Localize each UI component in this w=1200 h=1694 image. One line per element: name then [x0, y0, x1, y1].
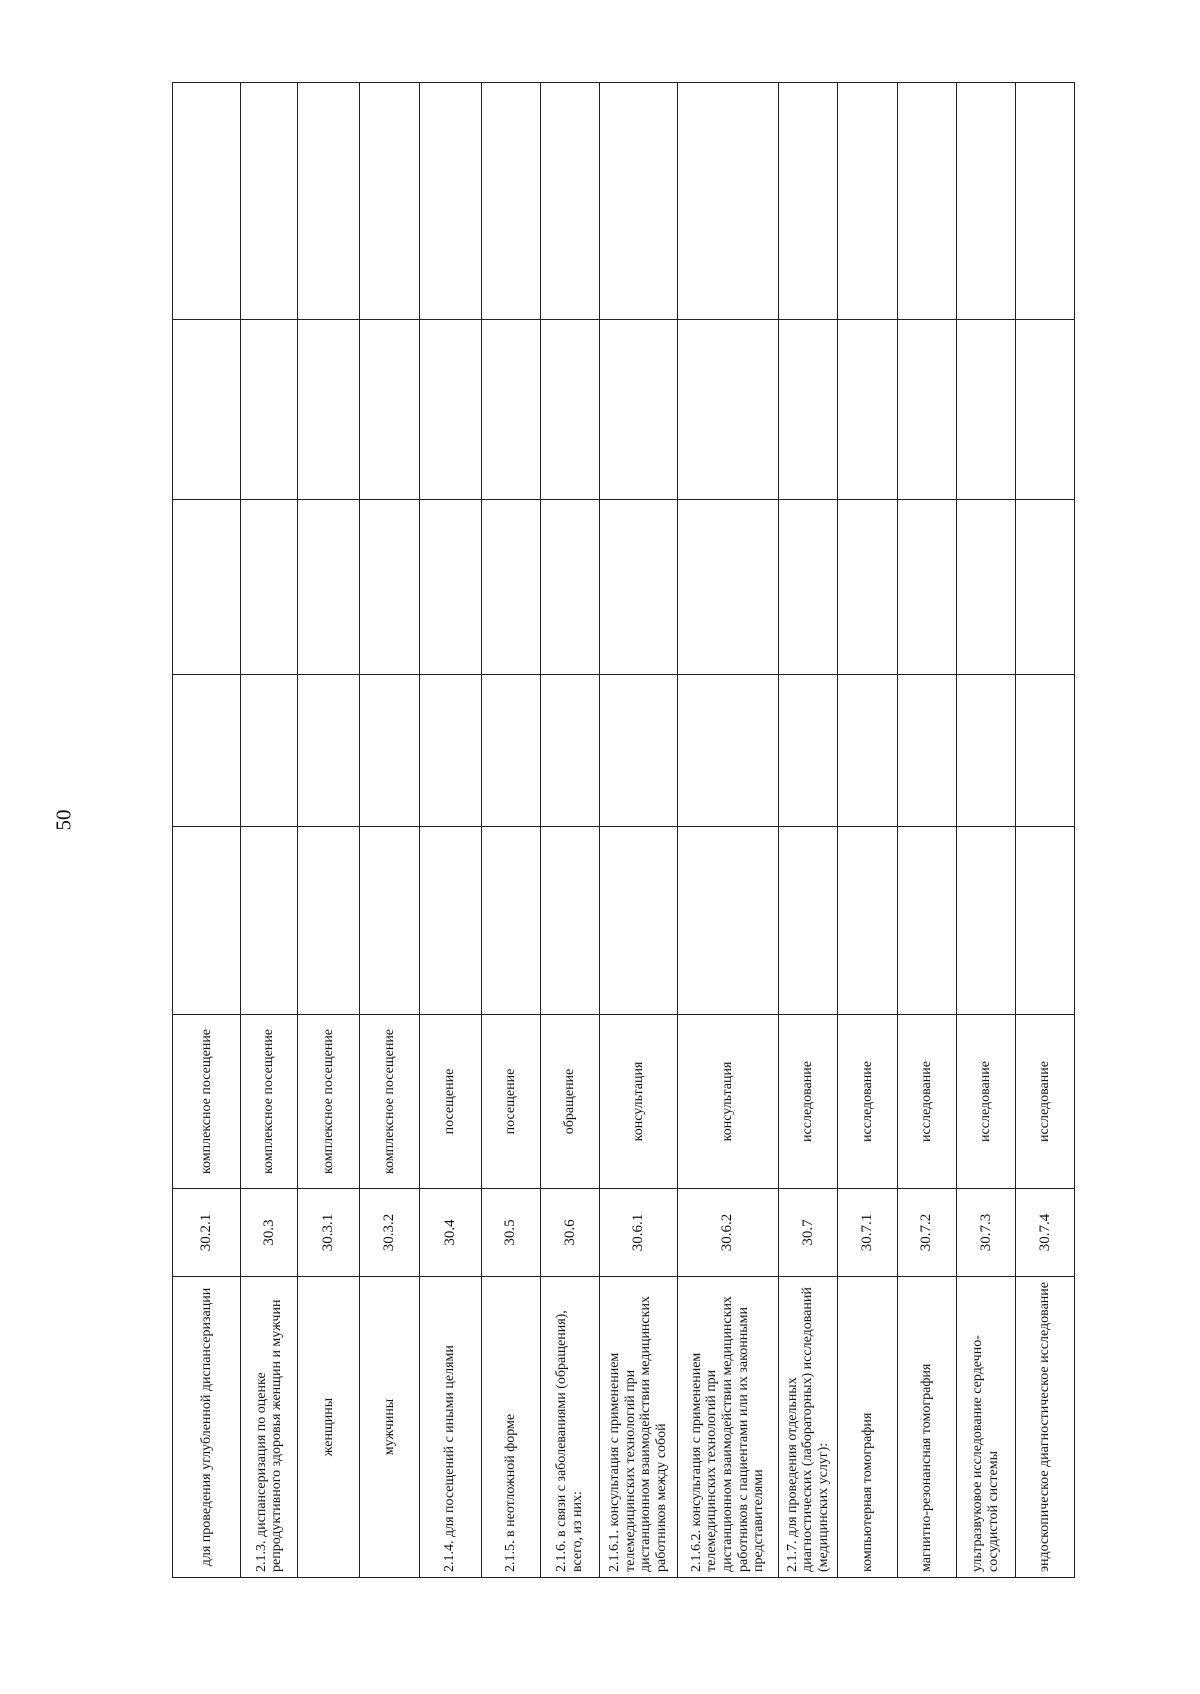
empty-value-cell [599, 83, 677, 320]
empty-value-cell [240, 83, 298, 320]
empty-value-cell [956, 83, 1016, 320]
unit-of-measure: исследование [897, 1015, 956, 1189]
row-number: 30.3.1 [298, 1189, 360, 1277]
row-number: 30.7.2 [897, 1189, 956, 1277]
empty-value-cell [838, 675, 898, 827]
row-indicator-name: женщины [298, 1277, 360, 1578]
unit-of-measure: консультация [599, 1015, 677, 1189]
empty-value-cell [1016, 827, 1075, 1015]
row-indicator-name: 2.1.3. диспансеризация по оценке репродуктивного здоровья женщин и мужчин [240, 1277, 298, 1578]
row-number: 30.6.2 [677, 1189, 778, 1277]
empty-value-cell [419, 675, 481, 827]
unit-of-measure: комплексное посещение [240, 1015, 298, 1189]
unit-of-measure: исследование [956, 1015, 1016, 1189]
row-indicator-name: 2.1.5. в неотложной форме [481, 1277, 541, 1578]
page-number: 50 [51, 809, 76, 831]
empty-value-cell [541, 83, 600, 320]
rotated-table-container [172, 83, 1075, 1578]
empty-value-cell [599, 675, 677, 827]
empty-value-cell [481, 320, 541, 500]
empty-value-cell [541, 320, 600, 500]
table-row [897, 83, 956, 1578]
empty-value-cell [778, 827, 838, 1015]
empty-value-cell [541, 500, 600, 675]
unit-of-measure: исследование [1016, 1015, 1075, 1189]
empty-value-cell [419, 320, 481, 500]
empty-value-cell [956, 320, 1016, 500]
row-indicator-name: ультразвуковое исследование сердечно-сосудистой системы [956, 1277, 1016, 1578]
empty-value-cell [240, 827, 298, 1015]
unit-of-measure: комплексное посещение [298, 1015, 360, 1189]
empty-value-cell [173, 827, 241, 1015]
empty-value-cell [541, 675, 600, 827]
empty-value-cell [599, 827, 677, 1015]
empty-value-cell [778, 83, 838, 320]
empty-value-cell [1016, 83, 1075, 320]
row-indicator-name: магнитно-резонансная томография [897, 1277, 956, 1578]
row-indicator-name: 2.1.4. для посещений с иными целями [419, 1277, 481, 1578]
row-number: 30.2.1 [173, 1189, 241, 1277]
empty-value-cell [677, 827, 778, 1015]
unit-of-measure: комплексное посещение [173, 1015, 241, 1189]
volume-table [172, 82, 1075, 1578]
row-number: 30.7.3 [956, 1189, 1016, 1277]
empty-value-cell [360, 500, 420, 675]
empty-value-cell [897, 320, 956, 500]
empty-value-cell [838, 83, 898, 320]
empty-value-cell [481, 500, 541, 675]
empty-value-cell [240, 675, 298, 827]
unit-of-measure: обращение [541, 1015, 600, 1189]
row-number: 30.6 [541, 1189, 600, 1277]
unit-of-measure: комплексное посещение [360, 1015, 420, 1189]
table-row [1016, 83, 1075, 1578]
empty-value-cell [599, 500, 677, 675]
empty-value-cell [897, 500, 956, 675]
empty-value-cell [778, 320, 838, 500]
empty-value-cell [419, 500, 481, 675]
table-row [677, 83, 778, 1578]
table-row [173, 83, 241, 1578]
empty-value-cell [956, 675, 1016, 827]
unit-of-measure: консультация [677, 1015, 778, 1189]
empty-value-cell [298, 83, 360, 320]
empty-value-cell [956, 827, 1016, 1015]
unit-of-measure: посещение [481, 1015, 541, 1189]
empty-value-cell [956, 500, 1016, 675]
row-number: 30.6.1 [599, 1189, 677, 1277]
row-indicator-name: 2.1.6. в связи с заболеваниями (обращения), всего, из них: [541, 1277, 600, 1578]
unit-of-measure: исследование [838, 1015, 898, 1189]
table-row [419, 83, 481, 1578]
empty-value-cell [173, 675, 241, 827]
empty-value-cell [481, 83, 541, 320]
empty-value-cell [1016, 500, 1075, 675]
empty-value-cell [1016, 675, 1075, 827]
row-number: 30.3.2 [360, 1189, 420, 1277]
unit-of-measure: исследование [778, 1015, 838, 1189]
empty-value-cell [778, 675, 838, 827]
unit-of-measure: посещение [419, 1015, 481, 1189]
empty-value-cell [838, 827, 898, 1015]
empty-value-cell [240, 320, 298, 500]
table-row [778, 83, 838, 1578]
empty-value-cell [298, 500, 360, 675]
row-number: 30.7 [778, 1189, 838, 1277]
row-number: 30.5 [481, 1189, 541, 1277]
empty-value-cell [360, 675, 420, 827]
empty-value-cell [360, 827, 420, 1015]
empty-value-cell [677, 83, 778, 320]
row-indicator-name: для проведения углубленной диспансеризации [173, 1277, 241, 1578]
row-indicator-name: мужчины [360, 1277, 420, 1578]
table-row [838, 83, 898, 1578]
empty-value-cell [360, 320, 420, 500]
table-row [541, 83, 600, 1578]
row-indicator-name: 2.1.7. для проведения отдельных диагностических (лабораторных) исследований (медицинских услуг): [778, 1277, 838, 1578]
table-row [956, 83, 1016, 1578]
empty-value-cell [240, 500, 298, 675]
empty-value-cell [481, 827, 541, 1015]
empty-value-cell [173, 320, 241, 500]
empty-value-cell [838, 320, 898, 500]
table-row [481, 83, 541, 1578]
empty-value-cell [419, 83, 481, 320]
empty-value-cell [298, 675, 360, 827]
row-indicator-name: компьютерная томография [838, 1277, 898, 1578]
empty-value-cell [1016, 320, 1075, 500]
empty-value-cell [173, 83, 241, 320]
row-number: 30.3 [240, 1189, 298, 1277]
empty-value-cell [419, 827, 481, 1015]
table-row [360, 83, 420, 1578]
row-indicator-name: 2.1.6.2. консультация с применением телемедицинских технологий при дистанционном взаимодействии медицинских работников с пациентами или их законными представителями [677, 1277, 778, 1578]
empty-value-cell [298, 320, 360, 500]
empty-value-cell [778, 500, 838, 675]
empty-value-cell [173, 500, 241, 675]
row-indicator-name: 2.1.6.1. консультация с применением телемедицинских технологий при дистанционном взаимодействии медицинских работников между собой [599, 1277, 677, 1578]
empty-value-cell [677, 320, 778, 500]
empty-value-cell [360, 83, 420, 320]
empty-value-cell [677, 675, 778, 827]
table-body [173, 83, 1075, 1578]
row-number: 30.7.1 [838, 1189, 898, 1277]
empty-value-cell [897, 827, 956, 1015]
empty-value-cell [677, 500, 778, 675]
empty-value-cell [897, 83, 956, 320]
empty-value-cell [838, 500, 898, 675]
empty-value-cell [599, 320, 677, 500]
row-number: 30.4 [419, 1189, 481, 1277]
table-row [298, 83, 360, 1578]
empty-value-cell [541, 827, 600, 1015]
row-number: 30.7.4 [1016, 1189, 1075, 1277]
empty-value-cell [481, 675, 541, 827]
empty-value-cell [298, 827, 360, 1015]
row-indicator-name: эндоскопическое диагностическое исследование [1016, 1277, 1075, 1578]
table-row [240, 83, 298, 1578]
empty-value-cell [897, 675, 956, 827]
table-row [599, 83, 677, 1578]
